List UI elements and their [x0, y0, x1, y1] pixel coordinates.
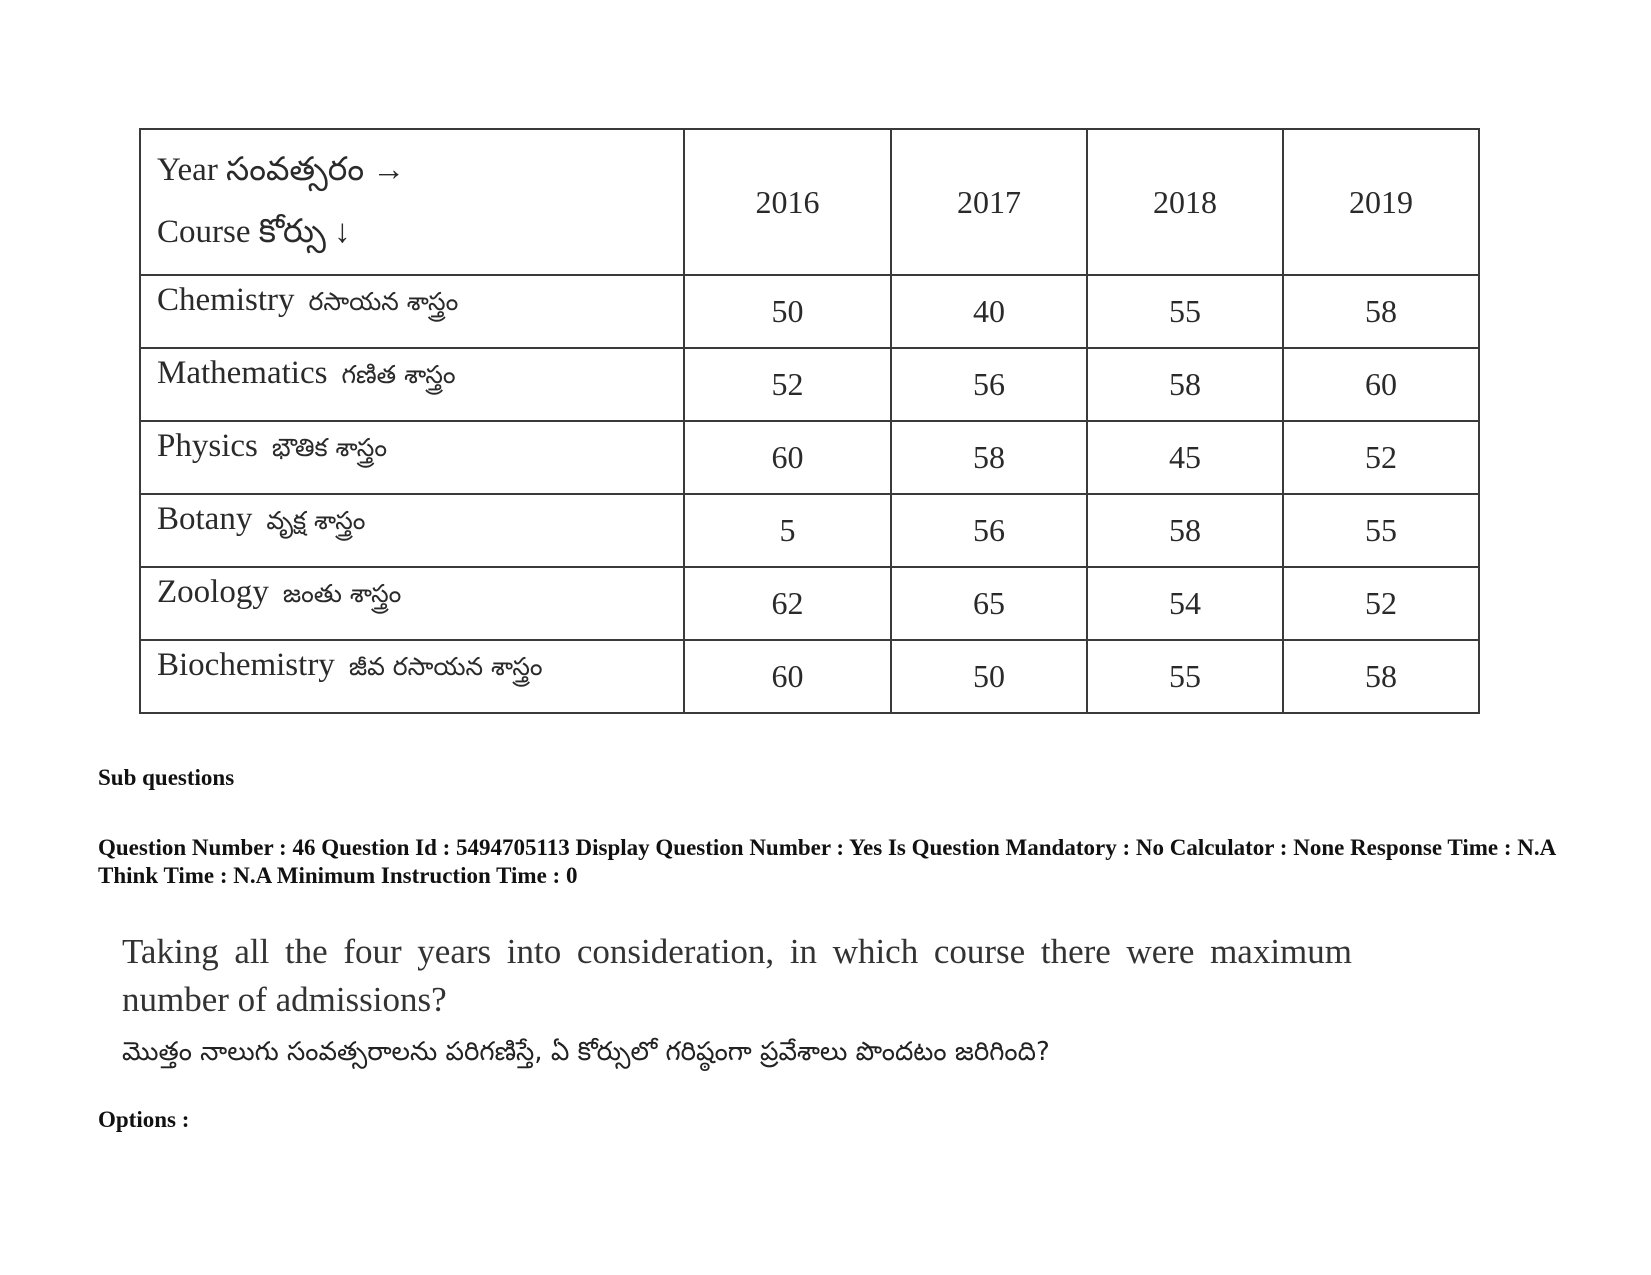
admissions-table: [139, 128, 1480, 714]
question-meta: Question Number : 46 Question Id : 5494705113 Display Question Number : Yes Is Question Mandatory : No Calculator : None Response Time : N.A Think Time : N.A Minimum Instruction Time : 0: [98, 835, 1555, 888]
value-cell: 58: [1283, 640, 1479, 713]
question-text-english: Taking all the four years into consideration, in which course there were maximum number of admissions?: [122, 932, 1352, 1019]
course-name-en: Biochemistry: [157, 647, 335, 683]
question-text-block: [122, 928, 1352, 1072]
course-name-en: Mathematics: [157, 355, 328, 391]
table-row: [140, 275, 1479, 348]
year-header-2017: 2017: [891, 129, 1087, 275]
course-cell: [140, 494, 684, 567]
value-cell: 50: [891, 640, 1087, 713]
value-cell: 58: [1087, 348, 1283, 421]
options-heading: Options :: [98, 1107, 190, 1132]
value-cell: 55: [1087, 640, 1283, 713]
value-cell: 58: [1087, 494, 1283, 567]
value-cell: 45: [1087, 421, 1283, 494]
course-name-en: Chemistry: [157, 282, 295, 318]
value-cell: 56: [891, 348, 1087, 421]
value-cell: 40: [891, 275, 1087, 348]
value-cell: 52: [684, 348, 891, 421]
value-cell: 65: [891, 567, 1087, 640]
year-header-label: Year సంవత్సరం →: [157, 152, 406, 189]
table-header-row: [140, 129, 1479, 275]
value-cell: 54: [1087, 567, 1283, 640]
value-cell: 52: [1283, 567, 1479, 640]
value-cell: 55: [1283, 494, 1479, 567]
year-header-2019: 2019: [1283, 129, 1479, 275]
course-header-label: Course కోర్సు ↓: [157, 214, 351, 250]
course-name-en: Physics: [157, 428, 258, 464]
course-name-en: Zoology: [157, 574, 269, 610]
year-header-2018: 2018: [1087, 129, 1283, 275]
course-name-en: Botany: [157, 501, 253, 537]
sub-questions-heading: Sub questions: [98, 765, 235, 790]
course-name-te: జీవ రసాయన శాస్త్రం: [348, 652, 543, 681]
table-row: [140, 421, 1479, 494]
table-row: [140, 567, 1479, 640]
value-cell: 52: [1283, 421, 1479, 494]
course-cell: [140, 567, 684, 640]
value-cell: 55: [1087, 275, 1283, 348]
table-row: [140, 348, 1479, 421]
value-cell: 58: [891, 421, 1087, 494]
table-row: [140, 640, 1479, 713]
value-cell: 56: [891, 494, 1087, 567]
course-cell: [140, 348, 684, 421]
course-cell: [140, 421, 684, 494]
table-row: [140, 494, 1479, 567]
course-name-te: రసాయన శాస్త్రం: [308, 287, 459, 316]
value-cell: 62: [684, 567, 891, 640]
course-name-te: జంతు శాస్త్రం: [282, 579, 402, 608]
question-text-telugu: మొత్తం నాలుగు సంవత్సరాలను పరిగణిస్తే, ఏ కోర్సులో గరిష్ఠంగా ప్రవేశాలు పొందటం జరిగింది?: [122, 1037, 1050, 1067]
value-cell: 60: [684, 421, 891, 494]
value-cell: 58: [1283, 275, 1479, 348]
course-name-te: గణిత శాస్త్రం: [341, 360, 456, 389]
header-course-year-cell: [140, 129, 684, 275]
value-cell: 60: [1283, 348, 1479, 421]
year-header-2016: 2016: [684, 129, 891, 275]
value-cell: 50: [684, 275, 891, 348]
value-cell: 60: [684, 640, 891, 713]
course-name-te: భౌతిక శాస్త్రం: [271, 433, 388, 462]
course-name-te: వృక్ష శాస్త్రం: [266, 506, 366, 535]
course-cell: [140, 640, 684, 713]
course-cell: [140, 275, 684, 348]
value-cell: 5: [684, 494, 891, 567]
